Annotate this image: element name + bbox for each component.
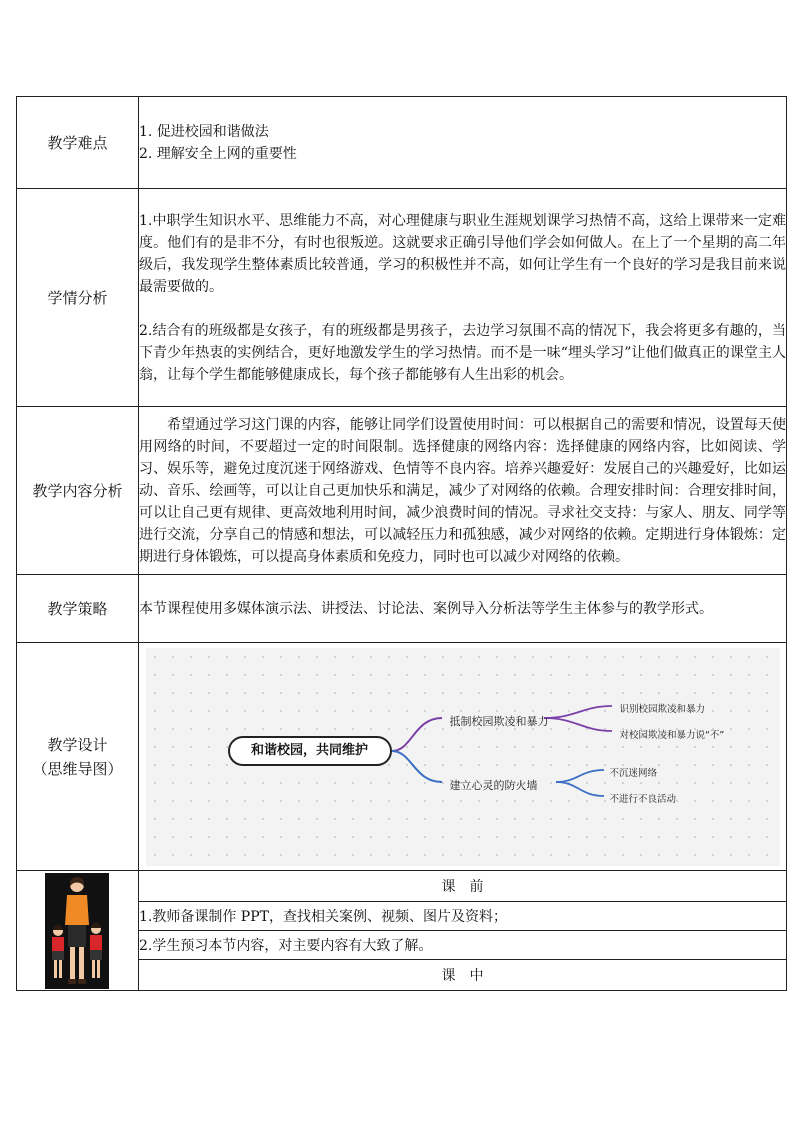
label-design-sub: （思维导图） bbox=[32, 759, 123, 778]
cell-design bbox=[139, 643, 787, 871]
mind-map-branch-2: 建立心灵的防火墙 bbox=[449, 778, 538, 792]
before-item-2: 2.学生预习本节内容，对主要内容有大致了解。 bbox=[139, 931, 787, 960]
mind-map-leaf-1-1: 识别校园欺凌和暴力 bbox=[619, 703, 706, 715]
cell-strategy bbox=[139, 575, 787, 643]
difficulty-item-2: 2. 理解安全上网的重要性 bbox=[139, 145, 297, 162]
label-content-analysis: 教学内容分析 bbox=[17, 407, 139, 575]
learner-paragraph-2: 2.结合有的班级都是女孩子，有的班级都是男孩子，去边学习氛围不高的情况下，我会将更多有趣的，当下青少年热衷的实例结合，更好地激发学生的学习热情。而不是一味“埋头学习”让他们做真正的课堂主人翁，让每个学生都能够健康成长，每个孩子都能够有人生出彩的机会。 bbox=[139, 322, 786, 383]
during-class-heading: 课 中 bbox=[139, 960, 787, 991]
teacher-students-illustration bbox=[45, 873, 109, 989]
row-content-analysis bbox=[17, 407, 787, 575]
connector-root-branch2 bbox=[392, 751, 442, 782]
mind-map-root: 和谐校园，共同维护 bbox=[228, 736, 392, 766]
illustration-cell bbox=[17, 871, 139, 991]
before-class-heading: 课 前 bbox=[139, 871, 787, 902]
row-design bbox=[17, 643, 787, 871]
content-paragraph: 希望通过学习这门课的内容，能够让同学们设置使用时间：可以根据自己的需要和情况，设置每天使用网络的时间，不要超过一定的时间限制。选择健康的网络内容：选择健康的网络内容，比如阅读、学习、娱乐等，避免过度沉迷于网络游戏、色情等不良内容。培养兴趣爱好：发展自己的兴趣爱好，比如运动、音乐、绘画等，可以让自己更加快乐和满足，减少了对网络的依赖。合理安排时间：合理安排时间，可以让自己更有规律、更高效地利用时间，减少浪费时间的情况。寻求社交支持：与家人、朋友、同学等进行交流，分享自己的情感和想法，可以减轻压力和孤独感，减少对网络的依赖。定期进行身体锻炼：定期进行身体锻炼，可以提高身体素质和免疫力，同时也可以减少对网络的依赖。 bbox=[139, 416, 786, 565]
row-before-heading bbox=[17, 871, 787, 902]
learner-paragraph-1: 1.中职学生知识水平、思维能力不高，对心理健康与职业生涯规划课学习热情不高，这给上课带来一定难度。他们有的是非不分，有时也很叛逆。这就要求正确引导他们学会如何做人。在上了一个星期的高二年级后，我发现学生整体素质比较普通，学习的积极性并不高，如何让学生有一个良好的学习是我目前来说最需要做的。 bbox=[139, 212, 786, 295]
connector-branch2-leaf1 bbox=[556, 770, 604, 782]
row-difficulty bbox=[17, 97, 787, 189]
label-design bbox=[17, 643, 139, 871]
label-learner-analysis: 学情分析 bbox=[17, 189, 139, 407]
connector-branch1-leaf1 bbox=[544, 706, 612, 718]
row-learner-analysis bbox=[17, 189, 787, 407]
strategy-text: 本节课程使用多媒体演示法、讲授法、讨论法、案例导入分析法等学生主体参与的教学形式。 bbox=[139, 600, 713, 617]
mind-map-branch-1: 抵制校园欺凌和暴力 bbox=[449, 714, 549, 728]
difficulty-item-1: 1. 促进校园和谐做法 bbox=[139, 123, 269, 140]
label-design-main: 教学设计 bbox=[47, 735, 108, 754]
connector-branch1-leaf2 bbox=[544, 718, 612, 731]
cell-learner-analysis bbox=[139, 189, 787, 407]
mind-map-leaf-1-2: 对校园欺凌和暴力说“不” bbox=[619, 729, 725, 741]
before-item-1: 1.教师备课制作 PPT，查找相关案例、视频、图片及资料； bbox=[139, 902, 787, 931]
lesson-plan-table bbox=[16, 96, 787, 991]
mind-map bbox=[146, 648, 780, 866]
cell-content-analysis bbox=[139, 407, 787, 575]
row-strategy bbox=[17, 575, 787, 643]
cell-difficulty bbox=[139, 97, 787, 189]
connector-branch2-leaf2 bbox=[556, 782, 604, 796]
label-strategy: 教学策略 bbox=[17, 575, 139, 643]
mind-map-leaf-2-2: 不进行不良活动 bbox=[609, 793, 677, 805]
label-difficulty: 教学难点 bbox=[17, 97, 139, 189]
connector-root-branch1 bbox=[392, 718, 442, 751]
mind-map-leaf-2-1: 不沉迷网络 bbox=[609, 767, 658, 779]
